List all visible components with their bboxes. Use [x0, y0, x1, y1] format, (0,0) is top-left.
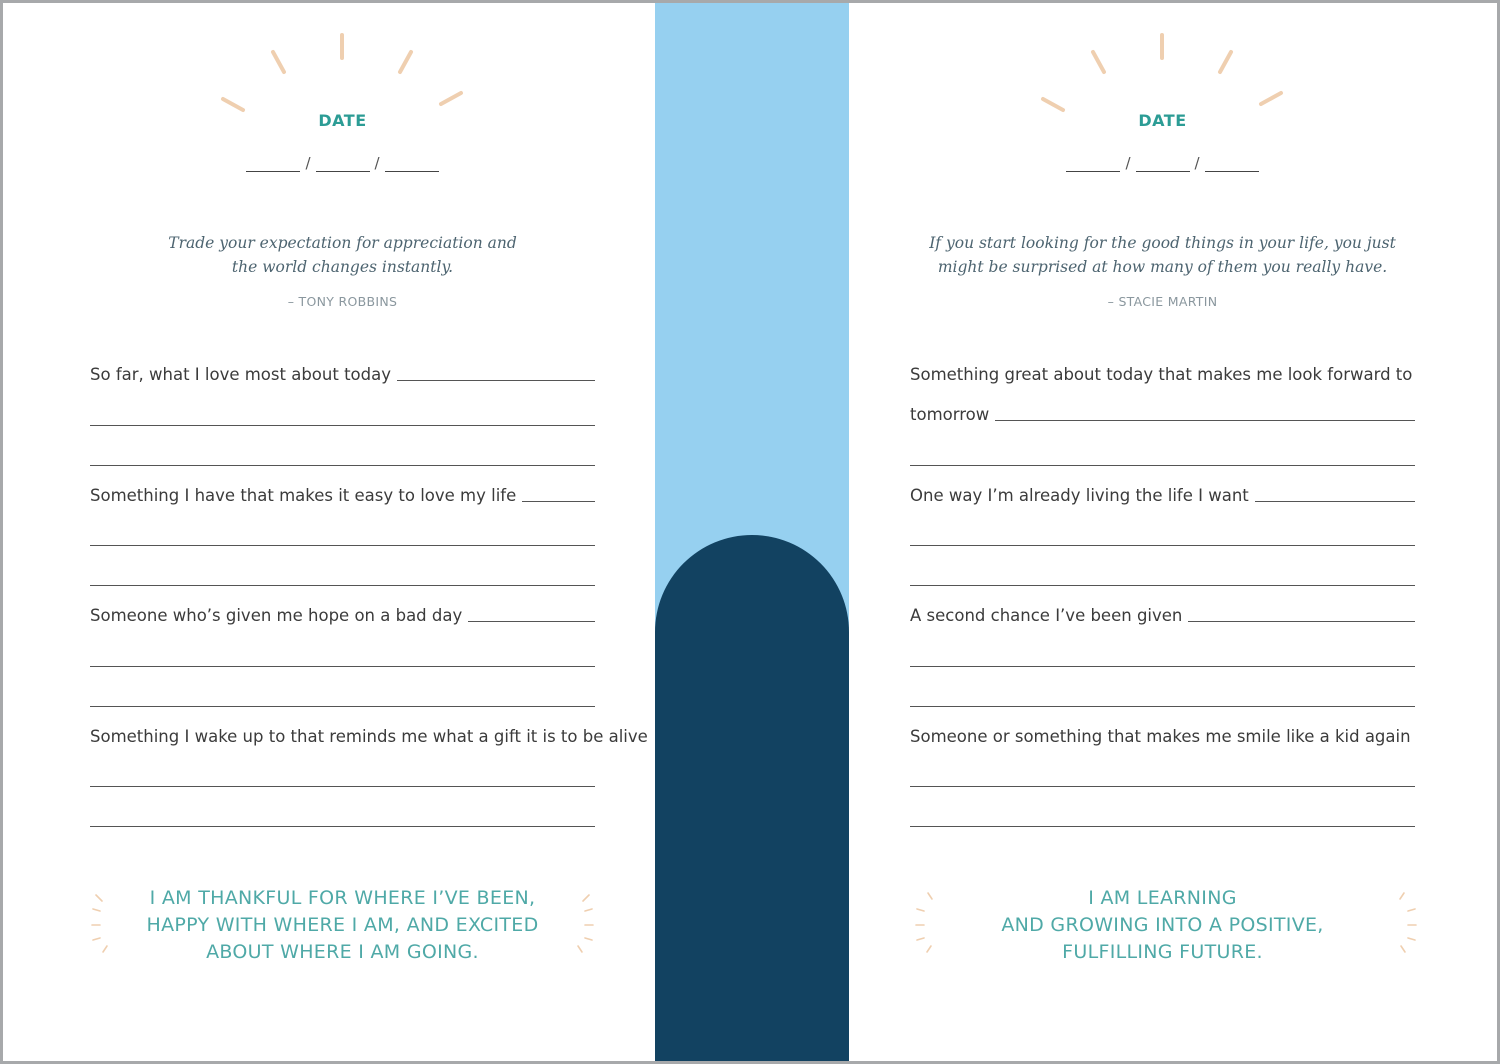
answer-line[interactable]	[910, 786, 1415, 787]
answer-line[interactable]	[90, 706, 595, 707]
right-page	[910, 3, 1415, 1064]
date-label: DATE	[1138, 111, 1187, 130]
answer-line[interactable]	[910, 585, 1415, 586]
date-month-field[interactable]	[1066, 153, 1120, 172]
date-month-field[interactable]	[246, 153, 300, 172]
date-day-field[interactable]	[1136, 153, 1190, 172]
quote-line: If you start looking for the good things in your life, you just	[929, 234, 1396, 252]
date-separator: /	[374, 154, 380, 172]
date-year-field[interactable]	[1205, 153, 1259, 172]
prompt-row	[910, 606, 1415, 625]
answer-line[interactable]	[90, 666, 595, 667]
prompt-text: Someone or something that makes me smile like a kid again	[910, 727, 1411, 746]
answer-line[interactable]	[910, 666, 1415, 667]
quote-line: Trade your expectation for appreciation and	[168, 234, 517, 252]
date-fields	[90, 153, 595, 172]
answer-line[interactable]	[468, 621, 595, 622]
prompt-text: A second chance I’ve been given	[910, 606, 1183, 625]
prompt-text: tomorrow	[910, 405, 990, 424]
prompt-text: Something great about today that makes me look forward to	[910, 365, 1413, 384]
answer-line[interactable]	[90, 826, 595, 827]
affirmation-line: AND GROWING INTO A POSITIVE,	[1001, 914, 1324, 936]
date-label: DATE	[318, 111, 367, 130]
prompt-row	[910, 405, 1415, 424]
date-year-field[interactable]	[385, 153, 439, 172]
affirmation	[90, 885, 595, 966]
sunburst-icon	[910, 3, 1415, 123]
affirmation	[910, 885, 1415, 966]
prompt-text: So far, what I love most about today	[90, 365, 391, 384]
answer-line[interactable]	[90, 585, 595, 586]
prompt-row	[910, 486, 1415, 505]
left-page	[90, 3, 648, 1064]
quote-line: might be surprised at how many of them you really have.	[937, 258, 1388, 276]
answer-line[interactable]	[522, 501, 595, 502]
affirmation-line: FULFILLING FUTURE.	[1062, 941, 1263, 963]
answer-line[interactable]	[90, 425, 595, 426]
affirmation-line: I AM THANKFUL FOR WHERE I’VE BEEN,	[149, 887, 536, 909]
date-separator: /	[1194, 154, 1200, 172]
answer-line[interactable]	[397, 380, 595, 381]
sunburst-icon	[90, 3, 595, 123]
quote	[90, 231, 595, 279]
prompt-text: Someone who’s given me hope on a bad day	[90, 606, 463, 625]
prompt-row	[90, 606, 595, 625]
affirmation-line: HAPPY WITH WHERE I AM, AND EXCITED	[146, 914, 539, 936]
prompt-row	[910, 365, 1415, 384]
prompt-row	[90, 727, 648, 746]
gutter-arch-tab	[655, 535, 849, 1064]
quote-line: the world changes instantly.	[231, 258, 454, 276]
answer-line[interactable]	[910, 465, 1415, 466]
answer-line[interactable]	[1255, 501, 1415, 502]
date-day-field[interactable]	[316, 153, 370, 172]
answer-line[interactable]	[910, 826, 1415, 827]
answer-line[interactable]	[90, 786, 595, 787]
prompt-text: Something I wake up to that reminds me what a gift it is to be alive	[90, 727, 648, 746]
prompt-row	[910, 727, 1415, 746]
prompt-row	[90, 486, 595, 505]
quote	[910, 231, 1415, 279]
book-gutter	[655, 3, 849, 1064]
answer-line[interactable]	[90, 545, 595, 546]
date-fields	[910, 153, 1415, 172]
affirmation-line: ABOUT WHERE I AM GOING.	[206, 941, 479, 963]
answer-line[interactable]	[1188, 621, 1415, 622]
date-separator: /	[305, 154, 311, 172]
prompt-row	[90, 365, 595, 384]
prompt-text: One way I’m already living the life I want	[910, 486, 1249, 505]
date-separator: /	[1125, 154, 1131, 172]
prompt-text: Something I have that makes it easy to love my life	[90, 486, 517, 505]
answer-line[interactable]	[910, 545, 1415, 546]
answer-line[interactable]	[90, 465, 595, 466]
affirmation-line: I AM LEARNING	[1088, 887, 1237, 909]
quote-author: – TONY ROBBINS	[287, 294, 398, 309]
answer-line[interactable]	[995, 420, 1415, 421]
quote-author: – STACIE MARTIN	[1107, 294, 1218, 309]
answer-line[interactable]	[910, 706, 1415, 707]
